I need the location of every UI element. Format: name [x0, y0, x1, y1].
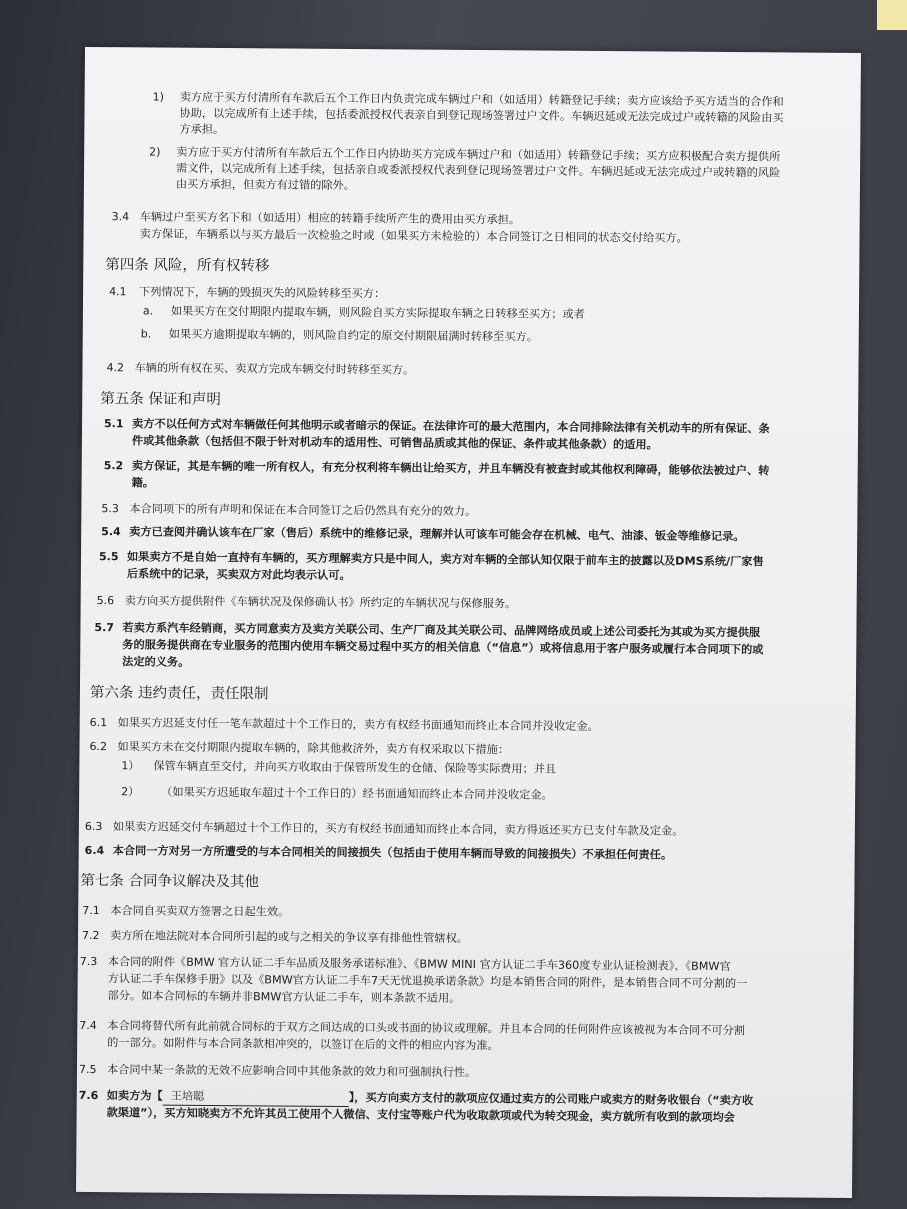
clause-text: 如果买方未在交付期限内提取车辆的，除其他救济外，卖方有权采取以下措施：	[117, 740, 510, 757]
item-number: 2）	[121, 785, 140, 799]
clause-number: 6.3	[84, 819, 103, 834]
clause-line: 方认证二手车保修手册》以及《BMW官方认证二手车7天无忧退换承诺条款》均是本销售合同的附件，是本销售合同不可分割的一	[107, 972, 748, 991]
clause-number: 7.4	[79, 1018, 97, 1033]
clause-number: 6.4	[84, 843, 105, 858]
article-title: 第六条 违约责任，责任限制	[89, 685, 269, 703]
clause-text: 本合同自买卖双方签署之日起生效。	[110, 904, 290, 919]
item-line: 需文件，以完成所有上述手续，包括亲自或委派授权代表到登记现场签署过户文件。车辆迟延或无法完成过户或转籍的风险	[176, 161, 781, 180]
clause-text: 如果卖方迟延交付车辆超过十个工作日的，买方有权经书面通知而终止本合同，卖方得返还买方已支付车款及定金。	[112, 820, 684, 838]
clause-number: 7.3	[79, 954, 98, 969]
clause-number: 5.3	[101, 502, 119, 516]
clause-line: 卖方保证，车辆系以与买方最后一次检验之时或（如果买方未检验的）本合同签订之日相同的状态交付给买方。	[139, 227, 688, 245]
item-number: 1)	[152, 90, 164, 104]
item-text: （如果买方迟延取车超过十个工作日的）经书面通知而终止本合同并没收定金。	[161, 785, 553, 802]
clause-line: 部分。如本合同标的车辆并非BMW官方认证二手车，则本条款不适用。	[107, 989, 461, 1005]
clause-line: 车辆过户至买方名下和（如适用）相应的转籍手续所产生的费用由买方承担。	[139, 210, 521, 227]
item-number: 2)	[149, 145, 161, 159]
item-text: 如果买方在交付期限内提取车辆，则风险自买方实际提取车辆之日转移至买方；或者	[170, 304, 585, 321]
clause-number: 6.2	[89, 740, 108, 754]
clause-prefix: 如卖方为【	[106, 1089, 163, 1103]
article-title: 第七条 合同争议解决及其他	[80, 872, 260, 891]
clause-line: 务的服务提供商在专业服务的范围内使用车辆交易过程中买方的相关信息（“信息”）或将信息用于客户服务或履行本合同项下的或	[122, 638, 764, 657]
clause-text: 本合同项下的所有声明和保证在本合同签订之后仍然具有充分的效力。	[129, 502, 477, 519]
sticky-note	[877, 0, 907, 30]
seller-name-field: 王培聪	[163, 1089, 349, 1107]
clause-line: 本合同将替代所有此前就合同标的于双方之间达成的口头或书面的协议或理解。并且本合同的任何附件应该被视为本合同不可分割	[107, 1019, 746, 1038]
clause-text: 卖方所在地法院对本合同所引起的或与之相关的争议享有排他性管辖权。	[109, 929, 469, 945]
clause-line: 卖方保证，其是车辆的唯一所有权人，有充分权利将车辆出让给买方，并且车辆没有被查封或其他权利障碍，能够依法被过户、转	[131, 459, 770, 478]
item-text: 保管车辆直至交付，并向买方收取由于保管所发生的仓储、保险等实际费用；并且	[153, 759, 557, 776]
article-title: 第五条 保证和声明	[100, 391, 221, 409]
clause-number: 5.1	[104, 417, 124, 431]
clause-number: 7.5	[78, 1062, 97, 1077]
item-line: 由买方承担，但卖方有过错的除外。	[175, 177, 355, 193]
item-number: 1）	[121, 759, 140, 773]
clause-number: 3.4	[111, 210, 130, 224]
clause-line: 件或其他条款（包括但不限于针对机动车的适用性、可销售品质或其他的保证、条件或其他条款）的适用。	[131, 434, 658, 452]
clause-line: 款渠道”），买方知晓卖方不允许其员工使用个人微信、支付宝等账户代为收取款项或代为转交现金，卖方就所有收到的款项均会	[106, 1106, 735, 1125]
clause-text: 本合同一方对另一方所遭受的与本合同相关的间接损失（包括由于使用车辆而导致的间接损失）不承担任何责任。	[112, 844, 673, 862]
clause-text: 本合同中某一条款的无效不应影响合同中其他条款的效力和可强制执行性。	[106, 1063, 477, 1080]
clause-line: 的一部分。如附件与本合同条款相冲突的，以签订在后的文件的相应内容为准。	[107, 1036, 499, 1053]
clause-line: 后系统中的记录，买卖双方对此均表示认可。	[126, 567, 351, 583]
item-text: 如果买方逾期提取车辆的，则风险自约定的原交付期限届满时转移至买方。	[168, 327, 539, 344]
item-line: 卖方应于买方付清所有车款后五个工作日内负责完成车辆过户和（如适用）转籍登记手续；卖方应该给予买方适当的合作和	[179, 90, 784, 109]
clause-number: 5.4	[101, 525, 121, 539]
clause-number: 5.2	[103, 459, 124, 473]
clause-number: 6.1	[89, 716, 108, 730]
clause-suffix: 】，买方向卖方支付的款项应仅通过卖方的公司账户或卖方的财务收银台（“卖方收	[348, 1091, 754, 1108]
item-number: a.	[142, 304, 154, 318]
clause-line: 若卖方系汽车经销商，买方同意卖方及卖方关联公司、生产厂商及其关联公司、品牌网络成员或上述公司委托为其或为买方提供服	[122, 621, 761, 640]
article-title: 第四条 风险，所有权转移	[105, 257, 270, 275]
clause-line: 本合同的附件《BMW 官方认证二手车品质及服务承诺标准》、《BMW MINI 官方认证二手车360度专业认证检测表》、《BMW官	[107, 955, 731, 974]
item-line: 卖方应于买方付清所有车款后五个工作日内协助买方完成车辆过户和（如适用）转籍登记手续；买方应积极配合卖方提供所	[176, 145, 781, 164]
clause-line: 籍。	[131, 476, 155, 490]
item-number: b.	[140, 327, 152, 341]
clause-text: 卖方已查阅并确认该车在厂家（售后）系统中的维修记录，理解并认可该车可能会存在机械、电气、油漆、钣金等维修记录。	[129, 525, 745, 544]
clause-line: 如果卖方不是自始一直持有车辆的，买方理解卖方只是中间人，卖方对车辆的全部认知仅限于前车主的披露以及DMS系统/厂家售	[126, 550, 764, 569]
clause-text: 卖方向买方提供附件《车辆状况及保修确认书》所约定的车辆状况与保修服务。	[124, 594, 517, 611]
contract-page	[76, 47, 861, 1198]
clause-text: 如果买方迟延支付任一笔车款超过十个工作日的，卖方有权经书面通知而终止本合同并没收定金。	[117, 716, 599, 734]
clause-number: 4.1	[109, 285, 127, 299]
clause-text: 车辆的所有权在买、卖双方完成车辆交付时转移至买方。	[134, 361, 415, 377]
clause-number: 5.5	[98, 550, 119, 564]
item-line: 方承担。	[179, 122, 225, 137]
clause-number: 5.6	[96, 594, 115, 608]
clause-line: 卖方不以任何方式对车辆做任何其他明示或者暗示的保证。在法律许可的最大范围内，本合同排除法律有关机动车的所有保证、条	[132, 417, 770, 436]
clause-number: 7.6	[78, 1088, 99, 1103]
clause-number: 7.2	[81, 928, 100, 943]
clause-text: 下列情况下，车辆的毁损灭失的风险转移至买方：	[139, 285, 386, 301]
clause-number: 4.2	[106, 361, 125, 375]
clause-line: 法定的义务。	[122, 655, 190, 669]
clause-number: 5.7	[94, 621, 115, 635]
item-line: 协助，以完成所有上述手续，包括委派授权代表亲自到登记现场签署过户文件。车辆迟延或无法完成过户或转籍的风险由买	[179, 106, 784, 125]
clause-number: 7.1	[82, 903, 100, 918]
